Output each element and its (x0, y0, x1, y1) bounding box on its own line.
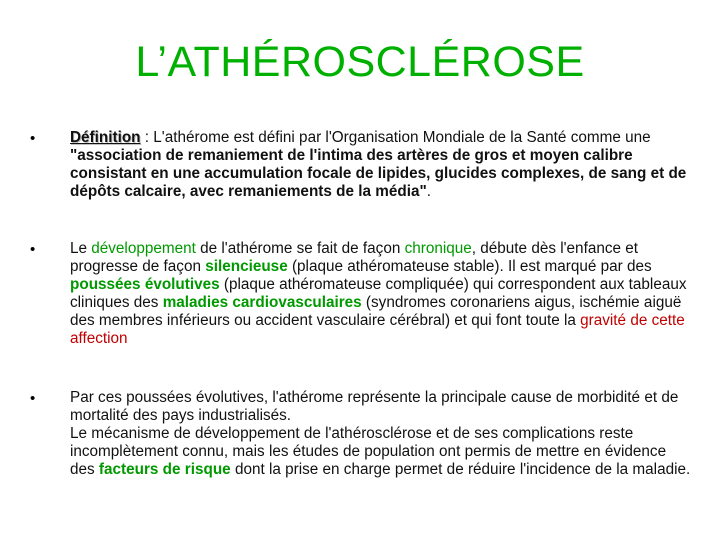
keyword-poussees-evolutives: poussées évolutives (70, 276, 220, 293)
consequences-line-1: Par ces poussées évolutives, l'athérome représente la principale cause de morbidité et de mortalité des pays industrialisés. (70, 389, 679, 424)
definition-term: Définition (70, 129, 141, 146)
dev-text-6: (syndromes coronariens aigus, ischémie aiguë des membres inférieurs ou accident vasculaire cérébral) et qui font toute la (70, 294, 682, 329)
paragraph-consequences (70, 389, 692, 479)
definition-intro: : L'athérome est défini par l'Organisation Mondiale de la Santé comme une (140, 129, 651, 146)
consequences-line-2b: dont la prise en charge permet de réduire l'incidence de la maladie. (230, 461, 691, 478)
slide-title: L’ATHÉROSCLÉROSE (135, 38, 585, 86)
dev-text-3: , débute dès l'enfance et progresse de façon (70, 240, 638, 275)
bullet-3: • (30, 390, 36, 407)
keyword-facteurs-de-risque: facteurs de risque (98, 461, 231, 478)
keyword-silencieuse: silencieuse (205, 258, 288, 275)
bullet-1: • (30, 130, 36, 147)
bullet-2: • (30, 241, 36, 258)
paragraph-development (70, 240, 692, 348)
definition-quote: "association de remaniement de l'intima des artères de gros et moyen calibre consistant en une accumulation focale de lipides, glucides complexes, de sang et de dépôts calcaire, avec remaniements de la média" (70, 147, 687, 200)
keyword-developpement: développement (91, 240, 196, 257)
paragraph-definition (70, 129, 692, 201)
dev-text-2: de l'athérome se fait de façon (195, 240, 405, 257)
consequences-line-2a: Le mécanisme de développement de l'athérosclérose et de ses complications reste incomplètement connu, mais les études de population ont permis de mettre en évidence des (70, 425, 667, 478)
dev-text-5: (plaque athéromateuse compliquée) qui correspondent aux tableaux cliniques des (70, 276, 687, 311)
definition-end: . (426, 183, 431, 200)
dev-text-1: Le (70, 240, 92, 257)
keyword-maladies-cardiovasculaires: maladies cardiovasculaires (162, 294, 362, 311)
dev-text-4: (plaque athéromateuse stable). Il est marqué par des (287, 258, 652, 275)
keyword-gravite: gravité de cette affection (70, 312, 685, 347)
keyword-chronique: chronique (404, 240, 472, 257)
